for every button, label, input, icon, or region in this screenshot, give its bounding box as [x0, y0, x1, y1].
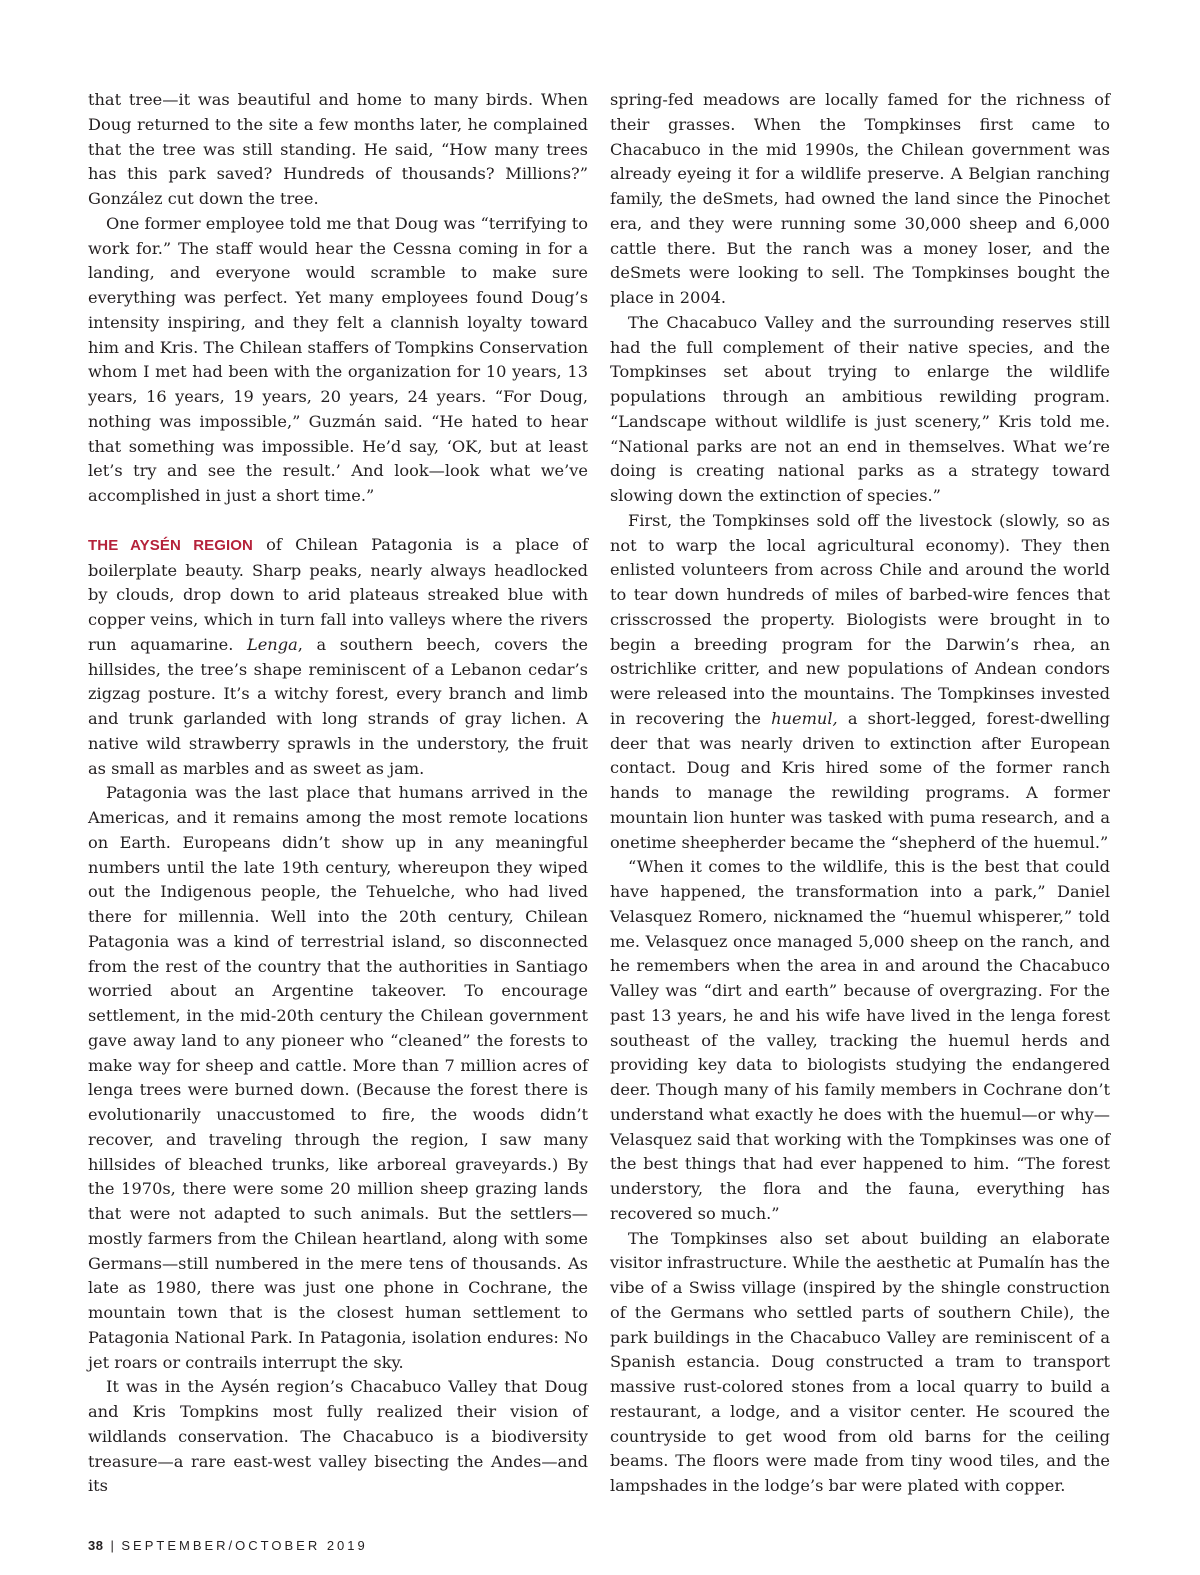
paragraph: The Tompkinses also set about building an elaborate visitor infrastructure. While the aesthetic at Pumalín has the vibe of a Swiss village (inspired by the shingle construction of the Germans who settled parts of southern Chile), the park buildings in the Chacabuco Valley are reminiscent of a Spanish estancia. Doug constructed a tram to transport massive rust-colored stones from a local quarry to build a restaurant, a lodge, and a visitor center. He scoured the countryside to get wood from old barns for the ceiling beams. The floors were made from tiny wood tiles, and the lampshades in the lodge’s bar were plated with copper.: [610, 1228, 1110, 1495]
text-run: First, the Tompkinses sold off the livestock (slowly, so as not to warp the local agricultural economy). They then enlisted volunteers from across Chile and around the world to tear down hundreds of miles of barbed-wire fences that crisscrossed the property. Biologists were brought in to begin a breeding program for the Darwin’s rhea, an ostrichlike critter, and new populations of Andean condors were released into the mountains. The Tompkinses invested in recovering the: [610, 510, 1110, 728]
paragraph: One former employee told me that Doug was “terrifying to work for.” The staff would hear the Cessna coming in for a landing, and everyone would scramble to make sure everything was perfect. Yet many employees found Doug’s intensity inspiring, and they felt a clannish loyalty toward him and Kris. The Chilean staffers of Tompkins Conservation whom I met had been with the organization for 10 years, 13 years, 16 years, 19 years, 20 years, 24 years. “For Doug, nothing was impossible,” Guzmán said. “He hated to hear that something was impossible. He’d say, ‘OK, but at least let’s try and see the result.’ And look—look what we’ve accomplished in just a short time.”: [88, 213, 588, 505]
left-column: [88, 88, 588, 1499]
italic-term: huemul,: [771, 708, 838, 728]
italic-term: Lenga: [246, 634, 298, 654]
paragraph: spring-fed meadows are locally famed for the richness of their grasses. When the Tompkinses first came to Chacabuco in the mid 1990s, the Chilean government was already eyeing it for a wildlife preserve. A Belgian ranching family, the deSmets, had owned the land since the Pinochet era, and they were running some 30,000 sheep and 6,000 cattle there. But the ranch was a money loser, and the deSmets were looking to sell. The Tompkinses bought the place in 2004.: [610, 90, 1110, 307]
page-number: 38: [88, 1538, 104, 1553]
page-footer: [88, 1538, 368, 1553]
issue-date: SEPTEMBER/OCTOBER 2019: [121, 1538, 368, 1553]
footer-separator: |: [110, 1538, 115, 1553]
paragraph: [610, 509, 1110, 856]
paragraph: The Chacabuco Valley and the surrounding reserves still had the full complement of their native species, and the Tompkinses set about trying to enlarge the wildlife populations through an ambitious rewilding program. “Landscape without wildlife is just scenery,” Kris told me. “National parks are not an end in themselves. What we’re doing is creating national parks as a strategy toward slowing down the extinction of species.”: [610, 312, 1110, 505]
paragraph: that tree—it was beautiful and home to many birds. When Doug returned to the site a few months later, he complained that the tree was still standing. He said, “How many trees has this park saved? Hundreds of thousands? Millions?” González cut down the tree.: [88, 90, 588, 208]
text-run: of Chilean Patagonia is a place of boilerplate beauty. Sharp peaks, nearly always headlocked by clouds, drop down to arid plateaus streaked blue with copper veins, which in turn fall into valleys where the rivers run aquamarine.: [88, 534, 588, 654]
text-run: a short-legged, forest-dwelling deer that was nearly driven to extinction after European contact. Doug and Kris hired some of the former ranch hands to manage the rewilding programs. A former mountain lion hunter was tasked with puma research, and a onetime sheepherder became the “shepherd of the huemul.”: [610, 708, 1110, 852]
text-run: , a southern beech, covers the hillsides, the tree’s shape reminiscent of a Lebanon cedar’s zigzag posture. It’s a witchy forest, every branch and limb and trunk garlanded with long strands of gray lichen. A native wild strawberry sprawls in the understory, the fruit as small as marbles and as sweet as jam.: [88, 634, 588, 778]
right-column: [610, 88, 1110, 1499]
section-paragraph: [88, 533, 588, 782]
paragraph: “When it comes to the wildlife, this is the best that could have happened, the transformation into a park,” Daniel Velasquez Romero, nicknamed the “huemul whisperer,” told me. Velasquez once managed 5,000 sheep on the ranch, and he remembers when the area in and around the Chacabuco Valley was “dirt and earth” because of overgrazing. For the past 13 years, he and his wife have lived in the lenga forest southeast of the valley, tracking the huemul herds and providing key data to biologists studying the endangered deer. Though many of his family members in Cochrane don’t understand what exactly he does with the huemul—or why—Velasquez said that working with the Tompkinses was one of the best things that had ever happened to him. “The forest understory, the flora and the fauna, everything has recovered so much.”: [610, 857, 1110, 1223]
paragraph: Patagonia was the last place that humans arrived in the Americas, and it remains among the most remote locations on Earth. Europeans didn’t show up in any meaningful numbers until the late 19th century, whereupon they wiped out the Indigenous people, the Tehuelche, who had lived there for millennia. Well into the 20th century, Chilean Patagonia was a kind of terrestrial island, so disconnected from the rest of the country that the authorities in Santiago worried about an Argentine takeover. To encourage settlement, in the mid-20th century the Chilean government gave away land to any pioneer who “cleaned” the forests to make way for sheep and cattle. More than 7 million acres of lenga trees were burned down. (Because the forest there is evolutionarily unaccustomed to fire, the woods didn’t recover, and traveling through the region, I saw many hillsides of bleached trunks, like arboreal graveyards.) By the 1970s, there were some 20 million sheep grazing lands that were not adapted to such animals. But the settlers—mostly farmers from the Chilean heartland, along with some Germans—still numbered in the mere tens of thousands. As late as 1980, there was just one phone in Cochrane, the mountain town that is the closest human settlement to Patagonia National Park. In Patagonia, isolation endures: No jet roars or contrails interrupt the sky.: [88, 783, 588, 1372]
section-lead-in: THE AYSÉN REGION: [88, 536, 253, 554]
paragraph: It was in the Aysén region’s Chacabuco Valley that Doug and Kris Tompkins most fully realized their vision of wildlands conservation. The Chacabuco is a biodiversity treasure—a rare east-west valley bisecting the Andes—and its: [88, 1377, 588, 1496]
